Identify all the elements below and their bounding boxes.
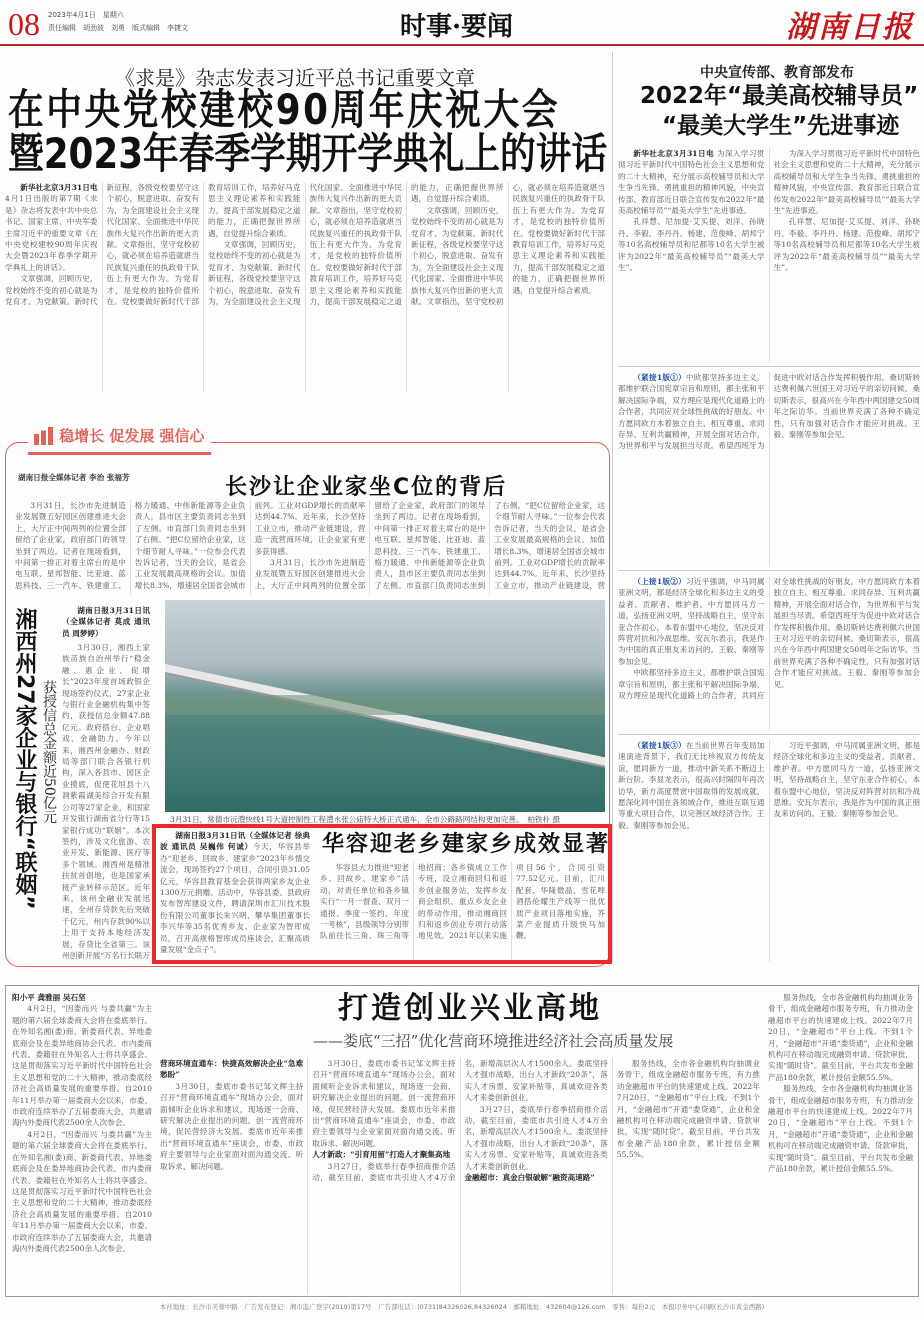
paragraph: 为深入学习贯彻习近平新时代中国特色社会主义思想和党的二十大精神，充分展示高校辅导员和大学生争当先锋、勇挑重担的精神风貌，中央宣传部、教育部近日联合宣传发布2022年“最美高校辅导员”“最美大学生”先进事迹。 <box>773 149 920 216</box>
paragraph: 孔祥慧、尼加提·艾买提、刘洋、孙晓丹、李毅、李丹丹、杨建、范俊峰、胡邦宁等10名高校辅导员和尼都等10名大学生被评为2022年“最美高校辅导员”“最美大学生”。 <box>618 217 765 273</box>
caption-text: 3月31日，常德市沅澧快线1号大道控制性工程澧水张公庙特大桥正式通车，全市公路路网结构更加完善。 <box>170 815 520 824</box>
dateline: 新华社北京3月31日电 <box>20 183 98 192</box>
loudi-subheadline: ——娄底“三招”优化营商环境推进经济社会高质量发展 <box>313 1032 674 1050</box>
lead-headline-line1: 在中央党校建校90周年庆祝大会 <box>8 85 561 134</box>
xx-subheadline <box>40 680 58 824</box>
paragraph: 3月30日，娄底市委书记邹文辉主持召开“营商环境直通车”现场办公会，面对面倾听企业诉求和建议，现场逐一会商、研究解决企业提出的问题。创一流营商环境，促民营经济大发展。娄底市近年来推出“营商环境直通车”座谈会，市委、市政府主要领导与企业家面对面沟通交流、听取诉求、解决问题。 <box>312 1059 456 1148</box>
photo-credit: 柏铁朴 摄 <box>527 815 561 824</box>
huarong-lead <box>160 830 310 960</box>
banner-label: 稳增长 促发展 强信心 <box>59 427 205 445</box>
paragraph: 3月27日，娄底举行春季招商推介活动，截至目前，娄底市共引进人才4万余名，新增高层次人才1500余人。娄底坚持人才强市战略，出台人才新政“20条”，落实人才房票、安家补贴等，真诚欢迎各类人才来娄创新创业。 <box>312 1059 608 1183</box>
issue-date: 2023年4月1日 星期六 <box>48 11 124 19</box>
divider <box>618 570 920 571</box>
paragraph: 3月30日，娄底市委书记邹文辉主持召开“营商环境直通车”现场办公会，面对面倾听企业诉求和建议，现场逐一会商、研究解决企业提出的问题。创一流营商环境，促民营经济大发展。娄底市近年来推出“营商环境直通车”座谈会，市委、市政府主要领导与企业家面对面沟通交流、听取诉求、解决问题。 <box>160 1081 304 1171</box>
xx-article-body-cont <box>62 642 150 960</box>
paragraph: 4月1日出版的第7期《求是》杂志将发表中共中央总书记、国家主席、中央军委主席习近平的重要文章《在中央党校建校90周年庆祝大会暨2023年春季学期开学典礼上的讲话》。 <box>5 194 98 272</box>
huarong-body <box>320 862 605 960</box>
huarong-headline: 华容迎老乡建家乡成效显著 <box>322 832 611 857</box>
paragraph: 3月31日，长沙市先进制造业发展暨五好园区创建推进大会上，大厅正中间两列的位置全部留给了企业家，政府部门的领导坐到了两边。记者在现场看到，中间第一排正对着主席台的是中电互联、星邦智能、比亚迪、蓝思科技、三一汽车、铁建重工、格力暖通、中伟新能源等企业负责人，县市区主要负责同志坐到了左侧。市直部门负责同志坐到了右侧。“把C位留给企业家，这个细节耐人寻味。”一位参会代表告诉记者，当天的会议，是省会工业发展最高规格的会议。加值增长8.3%，增速居全国省会城市前列。工业对GDP增长的贡献率达到44.7%。近年来，长沙坚持工业立市，推动产业链建设，营造一流营商环境，让企业家有更多获得感。 <box>15 501 366 590</box>
loudi-body <box>160 1058 760 1294</box>
loudi-headline: 打造创业兴业高地 <box>338 991 602 1026</box>
paragraph: 孔祥慧、尼加提·艾买提、刘洋、孙晓丹、李毅、李丹丹、杨建、范俊峰、胡邦宁等10名高校辅导员和尼都等10名大学生被评为2022年“最美高校辅导员”“最美大学生”。 <box>773 217 920 273</box>
lead-kicker: 《求是》杂志发表习近平总书记重要文章 <box>115 66 475 90</box>
continued-article-1 <box>618 372 920 567</box>
continued-article-3 <box>618 740 920 962</box>
xx-headline <box>8 608 38 910</box>
footer: 本社地址：长沙市芙蓉中路 广告发布登记：湘市监广登字(2019)第17号 广告部电话：(0731)84326026,84326024 邮箱地址：432604@126.com 零售：每份2元 本报印务中心印刷(长沙市黄金西路) <box>159 1303 765 1311</box>
paragraph: 4月2日，“因娄而兴 与娄共赢”为主题的第六届全球娄商大会将在娄底举行。在外知名湘(娄)商、新娄商代表、异地娄底商会及在娄异地商协会代表、市内娄商代表、娄籍驻在外知名人士将共享盛会。这是贯彻落实习近平新时代中国特色社会主义思想和党的二十大精神，推动娄底经济社会高质量发展的重要举措。自2010年11月举办第一届娄商大会以来，市委、市政府连续举办了五届娄商大会，共邀请海内外娄商代表2500余人次参会。 <box>12 1129 152 1253</box>
paragraph: 服务热线，全市各金融机构均抽调业务骨干，组成金融超市服务专班，有力推动金融超市平台的快速建成上线。2022年7月20日，“金融超市”平台上线。不到1个月，“金融超市”开通“娄贷通”，企业和金融机构可在移动端完成融资申请、贷款审批，实现“随时贷”。截至目前，平台共发布金融产品180余款，累计授信金额55.5%。 <box>768 1084 913 1174</box>
continued-article-2 <box>618 576 920 731</box>
paragraph: 中欧都坚持多边主义，都维护联合国宪章宗旨和原则，都主张和平解决国际争端，双方理应是现代化道路上的合作者，共同应对全球性挑战的好朋友。中方愿同欧方本着独立自主、相互尊重、求同存异、互利共赢精神，开展全面对话合作，为世界和平与发展担当尽责。希望西班牙为促进中欧对话合作发挥积极作用。桑切斯转达费利佩六世国王对习近平的亲切问候。桑切斯表示，很高兴在今年西中两国建交50周年之际访华。当前世界充满了各种不确定性，只有加强对话合作才能应对挑战。王毅、秦刚等参加会见。 <box>618 577 920 701</box>
right-article-body <box>618 148 920 363</box>
paragraph: 服务热线，全市各金融机构均抽调业务骨干，组成金融超市服务专班，有力推动金融超市平台的快速建成上线。2022年7月20日，“金融超市”平台上线。不到1个月，“金融超市”开通“娄贷通”，企业和金融机构可在移动端完成融资申请、贷款审批，实现“随时贷”。截至目前，平台共发布金融产品180余款，累计授信金额55.5%。 <box>616 1059 760 1160</box>
paragraph: 服务热线，全市各金融机构均抽调业务骨干，组成金融超市服务专班，有力推动金融超市平台的快速建成上线。2022年7月20日，“金融超市”平台上线。不到1个月，“金融超市”开通“娄贷通”，企业和金融机构可在移动端完成融资申请、贷款审批，实现“随时贷”。截至目前，平台共发布金融产品180余款，累计授信金额55.5%。 <box>768 993 913 1082</box>
right-headline-line2: “最美大学生”先进事迹 <box>662 113 900 139</box>
newspaper-logo: 湖南日报 <box>786 10 914 45</box>
continued-tag: （紧接1版③） <box>633 741 687 750</box>
paragraph: 3月27日，娄底举行春季招商推介活动，截至目前，娄底市共引进人才4万余名，新增高层次人才1500余人。娄底坚持人才强市战略，出台人才新政“20条”，落实人才房票、安家补贴等，真诚欢迎各类人才来娄创新创业。 <box>464 1104 608 1171</box>
paragraph: 为深入学习贯彻习近平新时代中国特色社会主义思想和党的二十大精神，充分展示高校辅导员和大学生争当先锋、勇挑重担的精神风貌，中央宣传部、教育部近日联合宣传发布2022年“最美高校辅导员”“最美大学生”先进事迹。 <box>618 149 765 216</box>
cs-headline: 长沙让企业家坐C位的背后 <box>225 475 508 500</box>
paragraph: 华容县大力推进“迎老乡、回故乡、建家乡”活动，对责任单位和各乡镇实行“一月一督查、双月一通报、季度一签约、年度一考核”，县级领导分别带队前往长三角、珠三角等地招商；各乡镇成立工作专班，设立湘商回归和返乡创业服务站，发挥乡友商会组织、重点乡友企业的带动作用，推动湘商回归和返乡创业专项行动落地见效。2021年以来实施项目56个，合同引资77.52亿元。目前，汇川配套、华隆微晶、雪花啤酒搭伦耀生产线等一批优质产业项目落地实施，芥菜产业提质升级快马加鞭。 <box>320 863 605 941</box>
paragraph: 3月31日，长沙市先进制造业发展暨五好园区创建推进大会上，大厅正中间两列的位置全部留给了企业家，政府部门的领导坐到了两边。记者在现场看到，中间第一排正对着主席台的是中电互联、星邦智能、比亚迪、蓝思科技、三一汽车、铁建重工、格力暖通、中伟新能源等企业负责人，县市区主要负责同志坐到了左侧。市直部门负责同志坐到了右侧。“把C位留给企业家，这个细节耐人寻味。”一位参会代表告诉记者，当天的会议，是省会工业发展最高规格的会议。加值增长8.3%，增速居全国省会城市前列。工业对GDP增长的贡献率达到44.7%。近年来，长沙坚持工业立市，推动产业链建设，营 <box>254 501 605 590</box>
paragraph: 在当前世界百年变局加速演进背景下，我们无比珍视双方传统友谊，愿同新方一道，推动中新关系不断迈上新台阶。李显龙表示，很高兴时隔四年再次访华，新方高度赞赏中国取得的发展成就，愿深化同中国在各领域合作，推进互联互通等重大项目合作，以完善区域经济合作。王毅、秦刚等参加会见。 <box>618 741 765 830</box>
dateline: 湖南日报3月31日讯（全媒体记者 莫成 通讯员 周梦婷） <box>62 606 150 638</box>
bridge-photo <box>165 600 605 812</box>
continued-tag: （紧接1版①） <box>633 373 687 382</box>
cs-article-body <box>15 500 605 595</box>
loudi-col-right <box>768 992 913 1292</box>
right-kicker: 中央宣传部、教育部发布 <box>700 65 854 81</box>
page-number: 08 <box>8 6 40 42</box>
subheading: 人才新政：“引育用留”打造人才聚集高地 <box>312 1150 451 1160</box>
paragraph: 习近平强调，中马同属亚洲文明，都是经济全球化和多边主义的受益者、贡献者、维护者。中方愿同马方一道，弘扬亚洲文明，坚持战略自主，坚守东亚合作初心，本着东盟中心地位，坚决反对阵营对抗和冷战思维。安瓦尔表示，我是作为中国的真正朋友来访问的。王毅、秦刚等参加会见。 <box>773 741 920 819</box>
right-headline-line1: 2022年“最美高校辅导员” <box>640 83 919 109</box>
xx-subtitle: 获授信总金额近50亿元 <box>41 680 57 824</box>
masthead <box>0 0 924 46</box>
section-title: 时事·要闻 <box>400 12 514 42</box>
paragraph: 中欧都坚持多边主义，都维护联合国宪章宗旨和原则，都主张和平解决国际争端，双方理应是现代化道路上的合作者，共同应对全球性挑战的好朋友。中方愿同欧方本着独立自主、相互尊重、求同存异、互利共赢精神，开展全面对话合作，为世界和平与发展担当尽责。希望西班牙为促进中欧对话合作发挥积极作用。桑切斯转达费利佩六世国王对习近平的亲切问候。桑切斯表示，很高兴在今年西中两国建交50周年之际访华。当前世界充满了各种不确定性，只有加强对话合作才能应对挑战。王毅、秦刚等参加会见。 <box>618 373 920 451</box>
paragraph: 文章强调，回顾历史，党校始终不变的初心就是为党育才、为党献策。新时代新征程，各级党校要坚守这个初心，脱意进取、奋发有为，为全面建设社会主义现代化国家、全面推进中华民族伟大复兴作出新的更大贡献。文章指出，坚守党校初心，就必须在培养造就堪当民族复兴重任的执政骨干队伍上有更大作为。为党育才，是党校的独特价值所在。党校要做好新时代干部教育培训工作，培养好马克思主义理论素养和实践能力，提高干部发展稳定之道的能力，正确把握世界所遇，自觉提升综合素质。 <box>5 183 301 307</box>
xx-title: 湘西州27家企业与银行“联姻” <box>12 608 37 910</box>
subheading: 金融超市：真金白银破解“融资高速路” <box>464 1173 595 1183</box>
cs-byline: 湖南日报全媒体记者 李治 张福芳 <box>18 473 130 482</box>
growth-chart-icon <box>34 427 54 445</box>
dateline: 湖南日报3月31日讯（全媒体记者 徐典波 通讯员 吴巍伟 何诚） <box>160 831 310 852</box>
subheading: 营商环境直通车：快捷高效解决企业“急难愁盼” <box>160 1059 304 1080</box>
byline: 阳小平 龚雅丽 吴石坚 <box>12 993 86 1002</box>
column-divider <box>612 52 613 962</box>
paragraph: 3月30日，湘西土家族苗族自治州举行“稳金融、惠企业、促增长”2023年度首场政银企现场签约仪式，27家企业与银行业金融机构集中签约，获授信总金额47.88亿元。政府搭台、企业唱戏、金融助力。今年以来，湘西州金融办、财政局等部门联合各银行机构，深入各县市、园区企业摸底，促使花垣县十八洞紫霞湖美综合开发有限公司等27家企业，和国家开发银行湖南省分行等15家银行成功“联姻”。本次签约，涉及文化旅游、农业开发、新能源、医疗等多个领域。湘西州是精准扶贫首倡地，也是国家承接产业转移示范区。近年来，该州金融业发展迅速，全州存贷款先后突破千亿元，州内存款90%以上用于支持本地经济发展，存贷比全省第三。该州创新开展“万名行长联万 <box>62 643 150 960</box>
paragraph: 文章强调，回顾历史，党校始终不变的初心就是为党育才、为党献策。新时代新征程，各级党校要坚守这个初心，脱意进取、奋发有为，为全面建设社会主义现代化国家、全面推进中华民族伟大复兴作出新的更大贡献。文章指出，坚守党校初心，就必须在培养造就堪当民族复兴重任的执政骨干队伍上有更大作为。为党育才，是党校的独特价值所在。党校要做好新时代干部教育培训工作，培养好马克思主义理论素养和实践能力，提高干部发展稳定之道的能力，正确把握世界所遇，自觉提升综合素质。 <box>208 183 504 307</box>
paragraph: 今天，华容县举办“迎老乡、回故乡、建家乡”2023年乡情交流会，现场签约27个项目，合同引资31.05亿元，华容县教育基金会获得两家乡友企业1300万元捐赠。活动中，华容县委、县政府发布智库建设文件，聘请深圳市汇川技术股份有限公司董事长朱兴明、攀华集团董事长李兴华等35名优秀乡友、企业家为智库成员，召开高规格智库成员座谈会，汇聚高质量发展“金点子”。 <box>160 842 310 955</box>
lead-article-body <box>5 182 605 392</box>
divider <box>618 734 920 735</box>
xx-article-body <box>62 605 150 641</box>
loudi-col-left <box>12 992 152 1292</box>
editors: 责任编辑 胡劲波 刘勇 版式编辑 李捷文 <box>48 24 188 32</box>
continued-tag: （上接1版②） <box>633 577 687 586</box>
paragraph: 习近平强调，中马同属亚洲文明，都是经济全球化和多边主义的受益者、贡献者、维护者。中方愿同马方一道，弘扬亚洲文明，坚持战略自主，坚守东亚合作初心，本着东盟中心地位，坚决反对阵营对抗和冷战思维。安瓦尔表示，我是作为中国的真正朋友来访问的。王毅、秦刚等参加会见。 <box>618 577 765 666</box>
dateline: 新华社北京3月31日电 <box>633 149 714 158</box>
paragraph: 4月2日，“因娄而兴 与娄共赢”为主题的第六届全球娄商大会将在娄底举行。在外知名湘(娄)商、新娄商代表、异地娄底商会及在娄异地商协会代表、市内娄商代表、娄籍驻在外知名人士将共享盛会。这是贯彻落实习近平新时代中国特色社会主义思想和党的二十大精神，推动娄底经济社会高质量发展的重要举措。自2010年11月举办第一届娄商大会以来，市委、市政府连续举办了五届娄商大会，共邀请海内外娄商代表2500余人次参会。 <box>12 1004 152 1128</box>
paragraph: 文章强调，回顾历史，党校始终不变的初心就是为党育才、为党献策。新时代新征程，各级党校要坚守这个初心，脱意进取、奋发有为，为全面建设社会主义现代化国家、全面推进中华民族伟大复兴作出新的更大贡献。文章指出，坚守党校初心，就必须在培养造就堪当民族复兴重任的执政骨干队伍上有更大作为。为党育才，是党校的独特价值所在。党校要做好新时代干部教育培训工作，培养好马克思主义理论素养和实践能力，提高干部发展稳定之道的能力，正确把握世界所遇，自觉提升综合素质。 <box>411 183 605 307</box>
divider <box>618 366 920 367</box>
lead-headline-line2: 暨2023年春季学期开学典礼上的讲话 <box>8 129 608 178</box>
banner <box>28 425 211 455</box>
